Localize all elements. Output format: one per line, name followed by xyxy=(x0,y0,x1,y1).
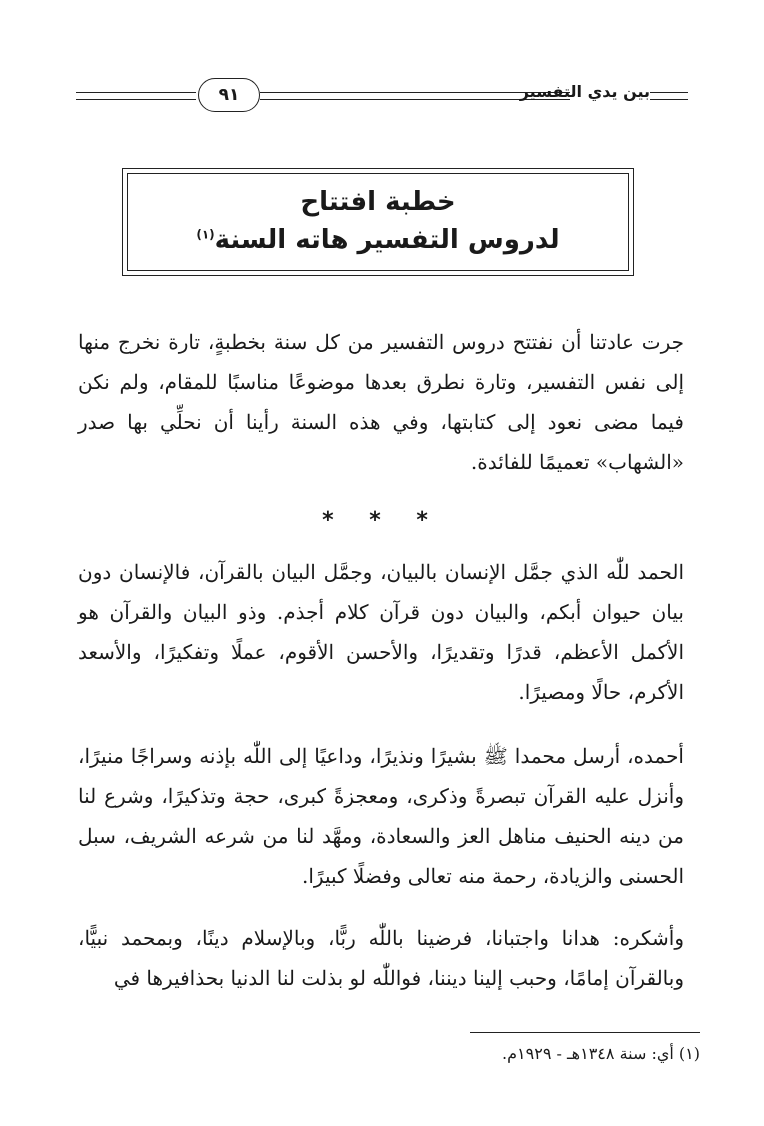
chapter-title: خطبة افتتاح xyxy=(300,187,456,217)
header-rule-left xyxy=(76,92,196,100)
header-rule-right xyxy=(650,92,688,100)
footnote: (١) أي: سنة ١٣٤٨هـ - ١٩٢٩م. xyxy=(502,1044,700,1063)
running-title: بين يدي التفسير xyxy=(519,82,650,101)
paragraph-intro: جرت عادتنا أن نفتتح دروس التفسير من كل سنة بخطبةٍ، تارة نخرج منها إلى نفس التفسير، وتارة نطرق بعدها موضوعًا مناسبًا للمقام، ولم نكن فيما مضى نعود إلى كتابتها، وفي هذه السنة رأينا أن نحلِّي بها صدر «الشهاب» تعميمًا للفائدة. xyxy=(78,330,684,474)
paragraph-prophet: أحمده، أرسل محمدا ﷺ بشيرًا ونذيرًا، وداعيًا إلى اللّٰه بإذنه وسراجًا منيرًا، وأنزل عليه القرآن تبصرةً وذكرى، ومعجزةً كبرى، حجة وتذكيرًا، وشرع لنا من دينه الحنيف مناهل العز والسعادة، ومهَّد لنا من شرعه الشريف، سبل الحسنى والزيادة، رحمة منه تعالى وفضلًا كبيرًا. xyxy=(78,744,684,888)
page-number: ٩١ xyxy=(198,78,260,112)
paragraph-praise: الحمد للّٰه الذي جمَّل الإنسان بالبيان، وجمَّل البيان بالقرآن، فالإنسان دون بيان حيوان أبكم، والبيان دون قرآن كلام أجذم. وذو البيان والقرآن هو الأكمل الأعظم، قدرًا وتقديرًا، والأحسن الأقوم، عملًا وتفكيرًا، والأسعد الأكرم، حالًا ومصيرًا. xyxy=(78,560,684,704)
footnote-mark: (١) xyxy=(196,227,215,242)
title-frame xyxy=(122,168,634,276)
chapter-subtitle xyxy=(123,225,633,255)
footnote-rule xyxy=(470,1032,700,1033)
paragraph-thanks: وأشكره: هدانا واجتبانا، فرضينا باللّٰه ربًّا، وبالإسلام دينًا، وبمحمد نبيًّا، وبالقرآن إمامًا، وحبب إلينا ديننا، فواللّٰه لو بذلت لنا الدنيا بحذافيرها في xyxy=(78,926,684,990)
chapter-subtitle-text: لدروس التفسير هاته السنة xyxy=(214,225,560,255)
running-header xyxy=(70,78,690,118)
section-separator: * * * xyxy=(322,508,442,533)
